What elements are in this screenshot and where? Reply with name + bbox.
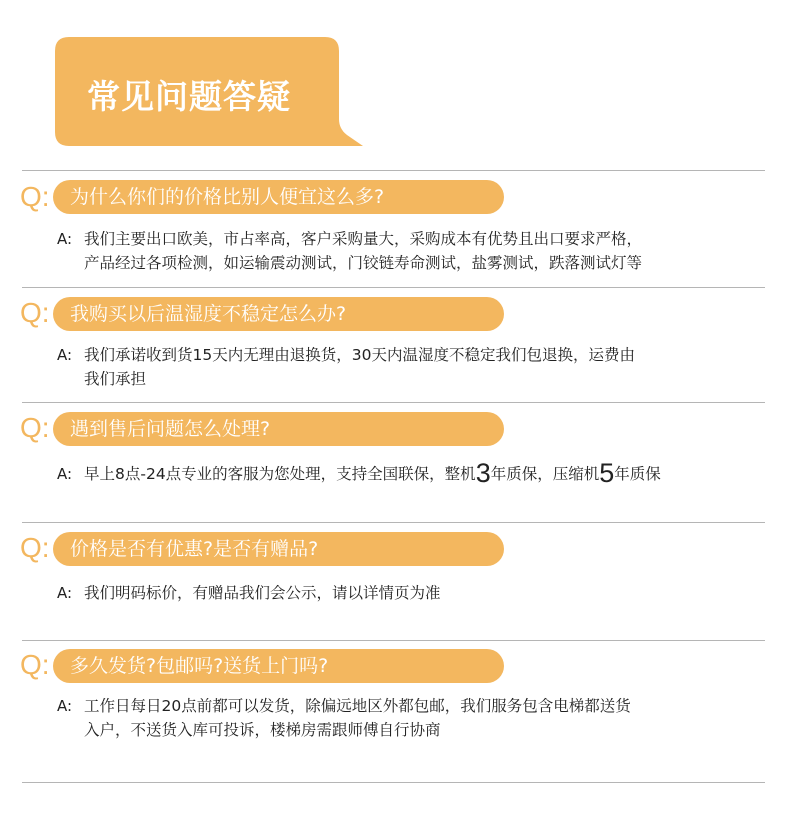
answer-text (84, 458, 760, 488)
question-mark-label: Q: (20, 532, 50, 563)
answer-line: 工作日每日20点前都可以发货，除偏远地区外都包邮，我们服务包含电梯都送货 (84, 697, 631, 715)
divider (22, 402, 765, 403)
answer-label: A: (57, 465, 73, 483)
divider (22, 170, 765, 171)
answer-text (84, 694, 760, 742)
answer-text (84, 581, 760, 605)
answer-label: A: (57, 346, 73, 364)
divider (22, 287, 765, 288)
answer-segment: 年质保 (614, 465, 661, 483)
answer-label: A: (57, 584, 73, 602)
question-pill: 价格是否有优惠?是否有赠品? (53, 532, 504, 566)
question-pill: 我购买以后温湿度不稳定怎么办? (53, 297, 504, 331)
question-mark-label: Q: (20, 181, 50, 212)
answer-text (84, 343, 760, 391)
answer-line: 产品经过各项检测，如运输震动测试，门铰链寿命测试，盐雾测试，跌落测试灯等 (84, 254, 643, 272)
answer-line: 我们承诺收到货15天内无理由退换货，30天内温湿度不稳定我们包退换，运费由 (84, 346, 635, 364)
answer-label: A: (57, 230, 73, 248)
question-mark-label: Q: (20, 297, 50, 328)
question-mark-label: Q: (20, 649, 50, 680)
answer-segment: 早上8点-24点专业的客服为您处理，支持全国联保，整机 (84, 465, 476, 483)
question-pill: 为什么你们的价格比别人便宜这么多? (53, 180, 504, 214)
answer-line: 入户，不送货入库可投诉，楼梯房需跟师傅自行协商 (84, 721, 441, 739)
answer-line: 我们承担 (84, 370, 147, 388)
answer-line: 我们主要出口欧美，市占率高，客户采购量大，采购成本有优势且出口要求严格， (84, 230, 643, 248)
question-pill: 遇到售后问题怎么处理? (53, 412, 504, 446)
answer-label: A: (57, 697, 73, 715)
title-banner (55, 37, 365, 146)
answer-text (84, 227, 760, 275)
warranty-years-machine: 3 (475, 458, 491, 488)
answer-segment: 年质保，压缩机 (490, 465, 600, 483)
question-mark-label: Q: (20, 412, 50, 443)
divider (22, 640, 765, 641)
question-pill: 多久发货?包邮吗?送货上门吗? (53, 649, 504, 683)
warranty-years-compressor: 5 (599, 458, 615, 488)
divider (22, 782, 765, 783)
divider (22, 522, 765, 523)
page-title: 常见问题答疑 (87, 77, 291, 116)
answer-line: 我们明码标价，有赠品我们会公示，请以详情页为准 (84, 584, 441, 602)
